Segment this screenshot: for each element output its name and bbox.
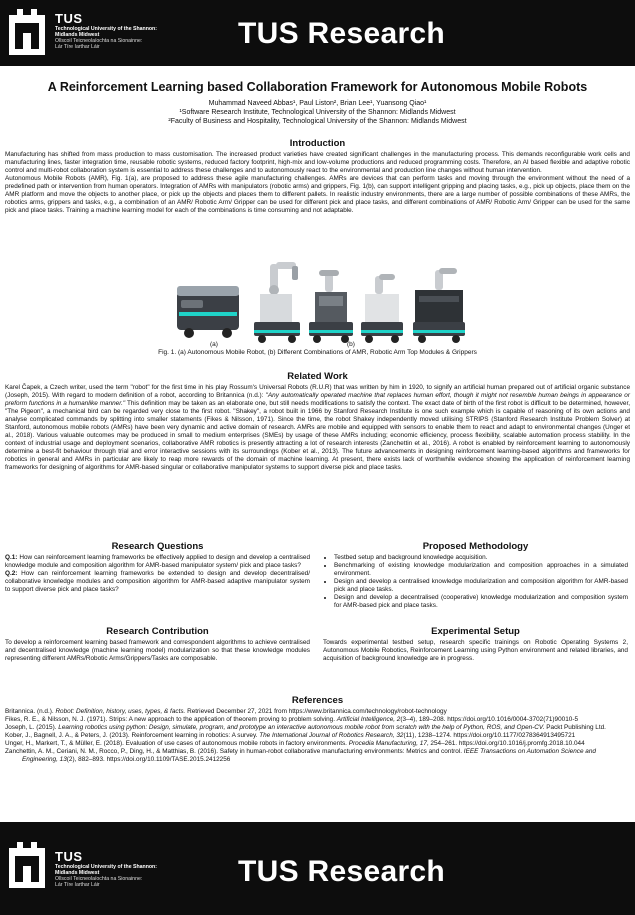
reference-source: Robot: Definition, history, uses, types, & facts.: [55, 708, 186, 715]
logo-line-1: Technological University of the Shannon:: [55, 26, 157, 32]
figure-1: [5, 260, 630, 355]
introduction-heading: Introduction: [289, 138, 346, 149]
figure-caption: Fig. 1. (a) Autonomous Mobile Robot, (b) Different Combinations of AMR, Robotic Arm Top Modules & Grippers: [158, 349, 477, 356]
proposed-methodology-heading: Proposed Methodology: [422, 541, 529, 552]
experimental-setup-text: Towards experimental testbed setup, research specific trainings on Robotic Operating Systems 2, Autonomous Mobile Robotics, Reinforcement Learning using Python environment and related libraries, and acquisition of background knowledge are in progress.: [323, 639, 628, 663]
tus-logo-icon: [9, 9, 45, 55]
figure-label-b: (b): [347, 341, 355, 348]
footer-band: [0, 822, 635, 915]
logo-line-2: Midlands Midwest: [55, 32, 100, 38]
question-1-text: How can reinforcement learning frameworks be effectively applied to design and develop a centralised knowledge module and composition algorithm for AMR-based manipulator system/ pick and place tasks?: [5, 554, 310, 570]
methodology-item: • Design and develop a decentralised (cooperative) knowledge modularization and composition system for AMR-based pick and place tasks.: [334, 594, 628, 610]
reference-item: [5, 724, 630, 732]
affiliation-1: ¹Software Research Institute, Technological University of the Shannon: Midlands Midwest: [179, 109, 456, 116]
footer-logo-text: [55, 850, 157, 888]
affiliation-2: ²Faculty of Business and Hospitality, Technological University of the Shannon: Midlands Midwest: [168, 118, 467, 125]
references-list: [5, 708, 630, 764]
logo-line-4: Lár Tíre Iarthar Láir: [55, 44, 100, 50]
footer-logo-line-2: Midlands Midwest: [55, 870, 100, 876]
logo-text: [55, 12, 157, 50]
related-work-paragraph: [5, 384, 630, 473]
research-questions-heading: Research Questions: [111, 541, 204, 552]
footer-logo-line-3: Ollscoil Teicneolaíochta na Sionainne:: [55, 876, 143, 882]
footer-banner-title: TUS Research: [238, 855, 446, 888]
related-work-text-1: Karel Čapek, a Czech writer, used the term "robot" for the first time in his play Rossum's Universal Robots (R.U.R) that was written by him in 1920, to signify an artificial human prepared out of artificial organic substance (Joseph, 2015). With regard to modern definition of a robot, according to Britannica (n.d.):: [5, 384, 630, 400]
figure-label-a: (a): [210, 341, 218, 348]
reference-text: Unger, H., Markert, T., & Müller, E. (2018). Evaluation of use cases of autonomous mobile robots in factory environments.: [5, 740, 349, 748]
reference-item: [5, 748, 630, 764]
amr-with-arm-image-4: [409, 268, 469, 344]
related-work-text-2: This definition may be taken as an elaborate one, but still needs modifications to satisfy the context. The exact date of birth of the first robot is difficult to be determined, however, "The Pigeon", a mechanical bird can be regarded very close to the first robot. "Shakey", a robot built in 1966 by Stanford Research Institute is one such example which is capable of reasoning of its own actions and analyse complicated commands by splitting into smaller statements (Fikes & Nilsson, 1971). Since the time, the robot Shakey independently moved utilising STRIPS (Stanford Research Institute Problem Solver) at Stanford, autonomous mobile robots (AMRs) have been very dynamic and active domain of research. AMRs are mobile and equipped with sensors to enable them to react and adapt to environmental changes (Unger et al., 2018). Various valuable outcomes may be produced in small to medium enterprises (SMEs) by usage of these AMRs including; economic efficiency, process flexibility, scalable automation process stability. In the context of industrial usage and deployment scenarios, collaborative AMR robotics is presently attracting a lot of research interests (Zanchettin et al., 2016). A robot is enabled by reinforcement learning to autonomously determine a best-fit behaviour through trial and error interactive sessions with its surroundings (Kober et al., 2013). The future advancements in designing reinforcement learning-based algorithms and frameworks for robotics in general and AMRs in particular are likely to reap more rewards of the domain of machine learning. At present, there exists lack of worthwhile evidence showing the application of reinforcement learning frameworks for designing of algorithms for AMR-based singular or collaborative manipulator systems to support diverse pick and place tasks.: [5, 400, 630, 472]
reference-item: [5, 716, 630, 724]
research-contribution-text: To develop a reinforcement learning based framework and correspondent algorithms to achieve centralised and decentralised knowledge (machine learning model) modularization so that these knowledge modules representing different AMRs/Robotic Arms/Grippers/Tasks are composable.: [5, 639, 310, 663]
methodology-item: • Testbed setup and background knowledge acquisition.: [334, 554, 628, 562]
related-work-heading: Related Work: [287, 371, 348, 382]
references-heading: References: [291, 695, 344, 706]
reference-text: , 254–261. https://doi.org/10.1016/j.promfg.2018.10.044: [426, 740, 585, 748]
question-2-text: How can reinforcement learning frameworks be extended to design and develop decentralised/ collaborative knowledge modules and composition algorithm for AMR-based adaptive manipulator system to support diverse pick and place tasks?: [5, 570, 310, 594]
reference-source: Procedia Manufacturing, 17: [348, 740, 427, 748]
footer-logo-line-4: Lár Tíre Iarthar Láir: [55, 882, 100, 888]
footer-logo-line-1: Technological University of the Shannon:: [55, 864, 157, 870]
reference-source: Learning robotics using python: Design, simulate, program, and prototype an interactive autonomous mobile robot from scratch with the help of Python, ROS, and Open-CV.: [58, 724, 545, 732]
methodology-list: [323, 554, 628, 610]
introduction-paragraph-1: Manufacturing has shifted from mass production to mass customisation. The increased product varieties have created significant challenges in the manufacturing process. This demands reconfigurable work cells and manufacturing lines, faster integration time, reusable robotic systems, reduced factory footprint, high-mix and low-volume productions and reduced programming costs. Therefore, an AI based flexible and adaptive robotic control and multi-robot collaboration system is essential to address these challenges and to autonomously react to the environmental and production line changes without human intervention.: [5, 151, 630, 175]
question-1-label: Q.1:: [5, 554, 18, 561]
paper-title: A Reinforcement Learning based Collaboration Framework for Autonomous Mobile Robots: [47, 80, 588, 94]
poster-content: [5, 66, 630, 764]
reference-item: [5, 708, 630, 716]
research-questions-section: [5, 541, 310, 594]
header-band: [0, 0, 635, 66]
proposed-methodology-section: [323, 541, 628, 610]
reference-item: [5, 732, 630, 740]
reference-text: Retrieved December 27, 2021 from https://www.britannica.com/technology/robot-technology: [185, 708, 447, 715]
reference-text: Fikes, R. E., & Nilsson, N. J. (1971). Strips: A new approach to the application of theorem proving to problem solving.: [5, 716, 337, 724]
amr-with-arm-image-1: [250, 260, 305, 344]
reference-text: Joseph, L. (2015).: [5, 724, 59, 732]
reference-text: (11), 1238–1274. https://doi.org/10.1177/0278364913495721: [403, 732, 576, 740]
reference-text: Kober, J., Bagnell, J. A., & Peters, J. (2013). Reinforcement learning in robotics: A survey.: [5, 732, 260, 740]
reference-text: Packt Publishing Ltd.: [544, 724, 606, 732]
logo-name: TUS: [55, 11, 83, 26]
research-contribution-section: [5, 626, 310, 663]
reference-text: (2), 882–893. https://doi.org/10.1109/TASE.2015.2412256: [66, 756, 231, 764]
paper-authors: Muhammad Naveed Abbas¹, Paul Liston², Brian Lee¹, Yuansong Qiao¹: [208, 100, 427, 107]
question-2: [5, 570, 310, 594]
britannica-quote: "Any automatically operated machine that replaces human effort, though it might not resemble human beings in appearance or preform functions in a humanlike manner.": [5, 392, 630, 408]
footer-logo-name: TUS: [55, 849, 83, 864]
question-2-label: Q.2:: [5, 570, 18, 578]
experimental-setup-section: [323, 626, 628, 663]
methodology-item: • Benchmarking of existing knowledge modularization and composition approaches in a simulated environment.: [334, 562, 628, 578]
reference-source: IEEE Transactions on Automation Science and Engineering, 13: [22, 748, 596, 764]
reference-text: Britannica. (n.d.).: [5, 708, 56, 715]
introduction-paragraph-2: Autonomous Mobile Robots (AMR), Fig. 1(a), are proposed to address these agile manufacturing challenges. AMRs are devices that can perform tasks and moving through the environment without the need of a predefined path or intervention from human operators. Integration of AMRs with manipulators (robotic arms) and grippers, Fig. 1(b), can support intelligent gripping and placing tasks, e.g., pick up objects, place them on the AMR platform and move the objects to another place, or pick up the objects and places them to different pallets. In realistic industry environments, there are a large number of possible combinations of these AMRs, the robotics arms, grippers and tasks, e.g., a combination of an AMR/ Robotic Arm/ Gripper can be used for different pick and place tasks, and different combinations of AMR/ Robotic Arm/ Gripper can be used for the same pick and place tasks. Training a machine learning model for each of the combinations is time consuming and not adaptable.: [5, 175, 630, 215]
references-section: [5, 695, 630, 764]
introduction-section: [5, 138, 630, 215]
banner-title: TUS Research: [238, 17, 446, 50]
reference-source: The International Journal of Robotics Research, 32: [259, 732, 404, 740]
tus-logo-icon: [9, 842, 45, 888]
reference-text: Zanchettin, A. M., Ceriani, N. M., Rocco, P., Ding, H., & Matthias, B. (2016). Safety in human-robot collaborative manufacturing environments: Metrics and control.: [5, 748, 464, 756]
amr-with-arm-image-3: [357, 274, 407, 344]
logo-line-3: Ollscoil Teicneolaíochta na Sionainne:: [55, 38, 143, 44]
experimental-setup-heading: Experimental Setup: [431, 626, 520, 637]
amr-robot-image: [173, 278, 243, 342]
related-work-section: [5, 371, 630, 473]
reference-source: Artificial Intelligence, 2: [336, 716, 401, 724]
question-1: [5, 554, 310, 570]
research-contribution-heading: Research Contribution: [106, 626, 209, 637]
reference-item: [5, 740, 630, 748]
reference-text: (3–4), 189–208. https://doi.org/10.1016/0004-3702(71)90010-5: [400, 716, 579, 724]
methodology-item: • Design and develop a centralised knowledge modularization and composition algorithm for AMR-based pick and place tasks.: [334, 578, 628, 594]
amr-with-arm-image-2: [305, 270, 357, 344]
